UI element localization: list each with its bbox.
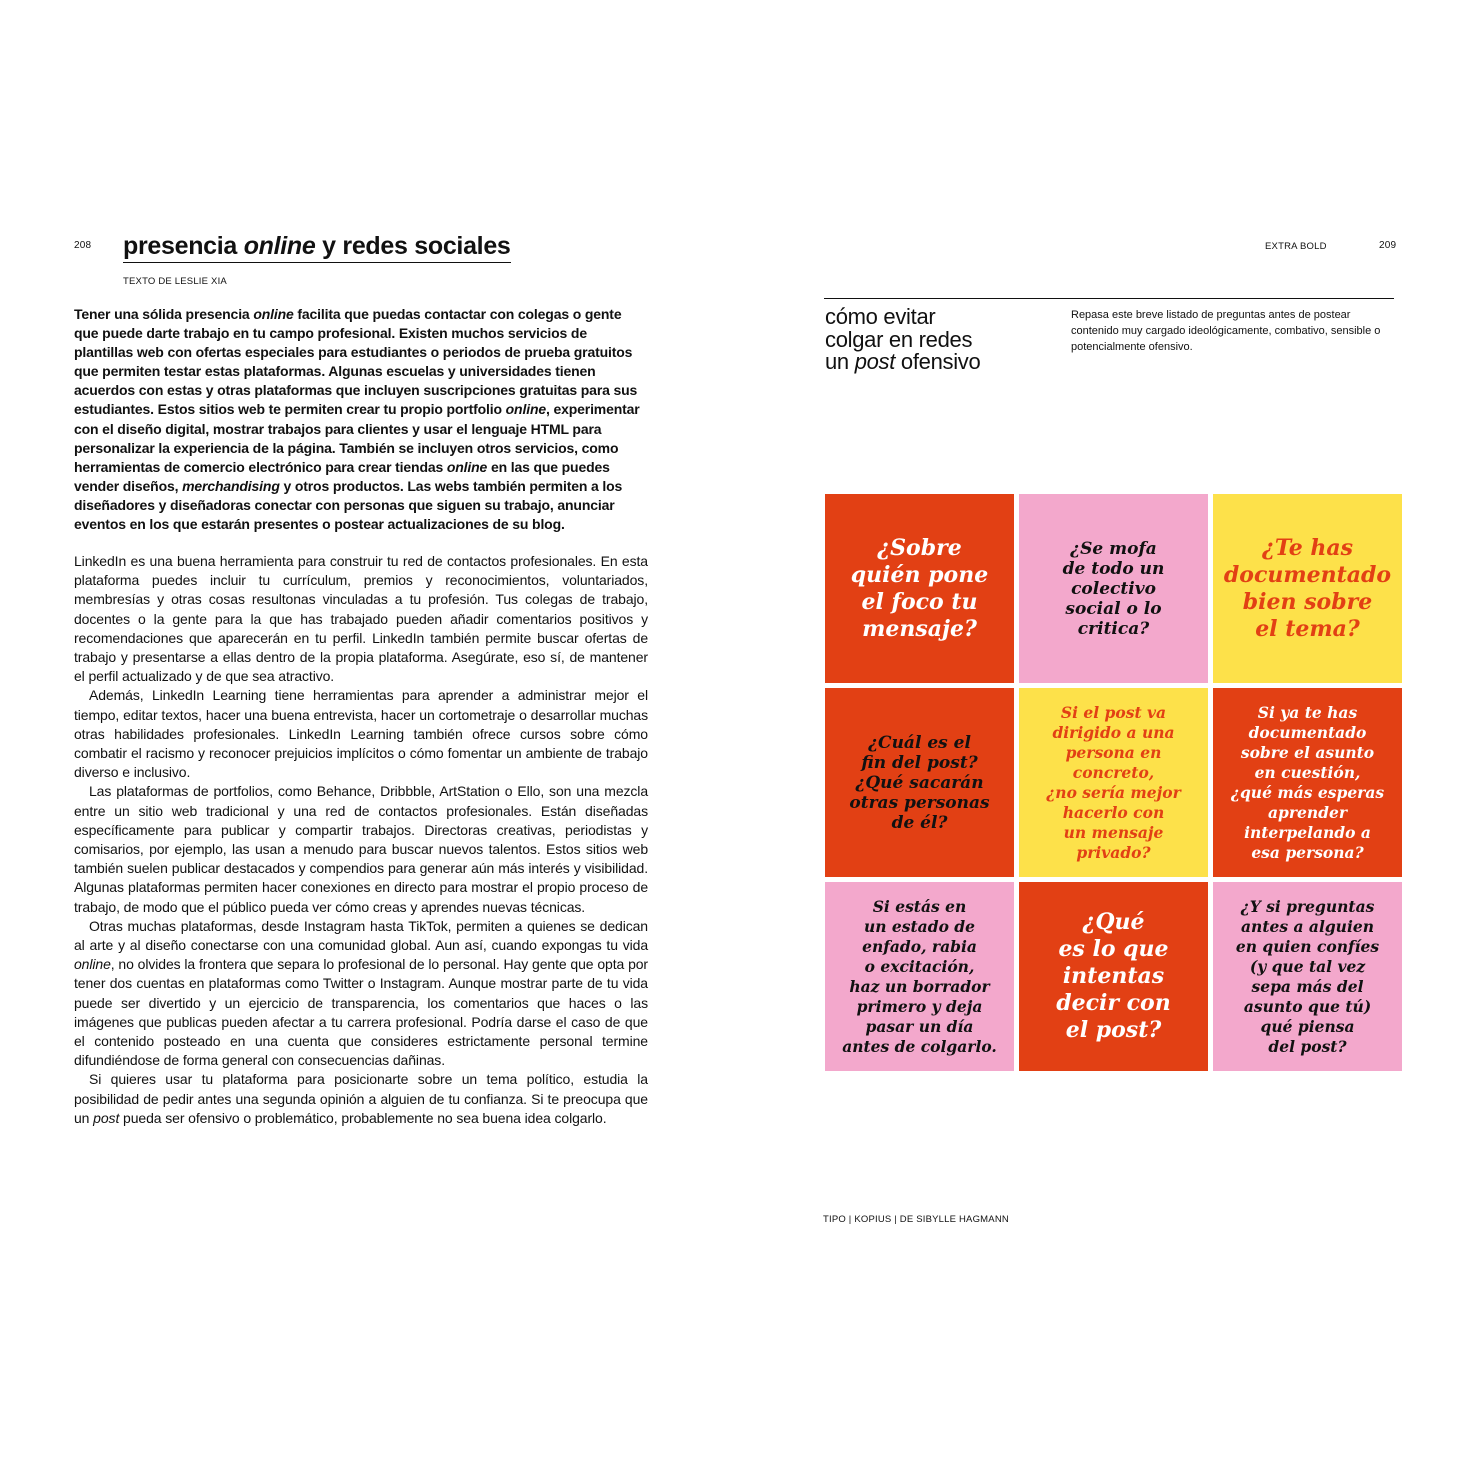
- question-line: Si ya te has: [1257, 702, 1358, 722]
- question-line: documentado: [1248, 722, 1367, 742]
- question-line: documentado: [1223, 561, 1392, 588]
- question-line: quién pone: [850, 561, 989, 588]
- question-line: ¿Qué sacarán: [855, 772, 984, 793]
- question-line: ¿Y si preguntas: [1240, 896, 1375, 916]
- question-text: [1056, 909, 1170, 1044]
- question-line: de él?: [891, 812, 948, 833]
- question-line: ¿Se mofa: [1070, 538, 1157, 559]
- question-line: privado?: [1076, 842, 1151, 862]
- question-line: del post?: [1268, 1036, 1347, 1056]
- question-line: el post?: [1065, 1017, 1162, 1043]
- page-number-right: 209: [1379, 240, 1397, 251]
- body-paragraph-1: LinkedIn es una buena herramienta para construir tu red de contactos profesionales. En esta plataforma puedes incluir tu currículum, premios y reconocimientos, voluntariados, membresías y otras cosas resultonas vinculadas a tu profesión. Tus colegas de trabajo, docentes o la gente para la que has trabajado pueden añadir comentarios positivos y recomendaciones que aparecerán en tu perfil. LinkedIn también permite buscar ofertas de trabajo y presentarse a ellas dentro de la propia plataforma. Asegúrate, eso sí, de mantener el perfil actualizado y de que sea atractivo.: [74, 553, 648, 685]
- question-line: critica?: [1077, 618, 1150, 639]
- question-line: concreto,: [1072, 762, 1155, 782]
- lead-paragraph: Tener una sólida presencia online facilita que puedas contactar con colegas o gente que puede darte trabajo en tu campo profesional. Existen muchos servicios de plantillas web con ofertas especiales para estudiantes o periodos de prueba gratuitos que permiten testar estas plataformas. Algunas escuelas y universidades tienen acuerdos con estas y otras plataformas que incluyen suscripciones gratuitas para sus estudiantes. Estos sitios web te permiten crear tu propio portfolio online, experimentar con el diseño digital, mostrar trabajos para clientes y usar el lenguaje HTML para personalizar la experiencia de la página. También se incluyen otros servicios, como herramientas de comercio electrónico para crear tiendas online en las que puedes vender diseños, merchandising y otros productos. Las webs también permiten a los diseñadores y diseñadoras conectar con personas que siguen su trabajo, anunciar eventos en los que estarán presentes o postear actualizaciones de su blog.: [74, 306, 640, 533]
- question-line: pasar un día: [865, 1016, 974, 1036]
- question-line: otras personas: [849, 792, 990, 813]
- question-text: [1046, 703, 1181, 863]
- question-line: dirigido a una: [1052, 722, 1175, 742]
- question-line: antes de colgarlo.: [842, 1036, 997, 1056]
- question-text: [1236, 897, 1379, 1057]
- question-line: ¿no sería mejor: [1046, 782, 1181, 802]
- question-line: (y que tal vez: [1249, 956, 1366, 976]
- question-line: ¿qué más esperas: [1230, 782, 1385, 802]
- question-line: ¿Te has: [1261, 534, 1353, 561]
- question-line: sepa más del: [1251, 976, 1364, 996]
- question-line: ¿Sobre: [877, 534, 962, 561]
- box-heading-line-2: colgar en redes: [825, 326, 973, 352]
- question-text: [1063, 539, 1165, 639]
- question-tile-1: [825, 494, 1014, 683]
- question-line: asunto que tú): [1243, 996, 1372, 1016]
- box-heading: [825, 306, 1055, 374]
- question-line: decir con: [1056, 990, 1171, 1016]
- question-line: un estado de: [864, 916, 975, 936]
- question-line: en quien confíes: [1235, 936, 1380, 956]
- question-line: fin del post?: [861, 752, 978, 773]
- emphasis: post: [854, 349, 896, 374]
- emphasis: online: [253, 306, 294, 322]
- question-line: antes a alguien: [1241, 916, 1374, 936]
- emphasis: online: [74, 956, 111, 973]
- section-label: EXTRA BOLD: [1265, 241, 1327, 252]
- title-emphasis: online: [243, 232, 316, 260]
- question-tile-4: [825, 688, 1014, 877]
- question-line: de todo un: [1062, 558, 1165, 579]
- question-line: primero y deja: [856, 996, 983, 1016]
- question-text: [1231, 703, 1384, 863]
- question-line: el foco tu: [861, 588, 978, 615]
- question-line: ¿Cuál es el: [868, 732, 971, 753]
- question-line: intentas: [1062, 963, 1165, 989]
- question-line: Si estás en: [872, 896, 967, 916]
- question-tile-3: [1213, 494, 1402, 683]
- emphasis: merchandising: [182, 477, 280, 494]
- question-line: en cuestión,: [1254, 762, 1361, 782]
- question-text: [1224, 535, 1391, 643]
- box-heading-line-3: un post ofensivo: [825, 349, 981, 374]
- question-line: un mensaje: [1063, 822, 1164, 842]
- title-part-1: presencia: [123, 232, 244, 260]
- question-line: mensaje?: [862, 615, 977, 642]
- question-line: qué piensa: [1260, 1016, 1355, 1036]
- question-tile-6: [1213, 688, 1402, 877]
- question-line: persona en: [1065, 742, 1162, 762]
- box-heading-line-1: cómo evitar: [825, 304, 936, 329]
- question-line: sobre el asunto: [1240, 742, 1375, 762]
- question-line: social o lo: [1065, 598, 1162, 619]
- question-text: [849, 733, 989, 833]
- question-line: hacerlo con: [1062, 802, 1165, 822]
- question-line: es lo que: [1058, 936, 1169, 962]
- question-tile-8: [1019, 882, 1208, 1071]
- question-grid: [825, 494, 1402, 1071]
- body-paragraph-5: Si quieres usar tu plataforma para posicionarte sobre un tema político, estudia la posibilidad de pedir antes una segunda opinión a alguien de tu confianza. Si te preocupa que un post pueda ser ofensivo o problemático, probablemente no sea buena idea colgarlo.: [74, 1071, 648, 1126]
- question-tile-5: [1019, 688, 1208, 877]
- question-tile-9: [1213, 882, 1402, 1071]
- question-line: ¿Qué: [1082, 909, 1145, 935]
- body-paragraph-4: Otras muchas plataformas, desde Instagram hasta TikTok, permiten a quienes se dedican al arte y al diseño conectarse con una comunidad global. Aun así, cuando expongas tu vida online, no olvides la frontera que separa lo profesional de lo personal. Hay gente que opta por tener dos cuentas en plataformas como Twitter o Instagram. Aunque mostrar parte de tu vida puede ser divertido y un ejercicio de transparencia, los comentarios que haces o las imágenes que publicas pueden afectar a tu carrera profesional. Podría darse el caso de que el contenido posteado en una cuenta que consideres estrictamente personal termine difundiéndose de forma general con consecuencias dañinas.: [74, 917, 648, 1069]
- question-line: el tema?: [1255, 615, 1360, 642]
- body-paragraph-2: Además, LinkedIn Learning tiene herramientas para aprender a administrar mejor el tiempo, editar textos, hacer una buena entrevista, hacer un cortometraje o desarrollar muchas otras habilidades profesionales. LinkedIn Learning también ofrece cursos sobre cómo combatir el racismo y reconocer prejuicios implícitos o cómo fomentar un ambiente de trabajo diverso e inclusivo.: [74, 687, 648, 781]
- byline: TEXTO DE LESLIE XIA: [123, 276, 227, 287]
- question-line: aprender: [1267, 802, 1348, 822]
- title-part-2: y redes sociales: [315, 232, 511, 260]
- question-text: [842, 897, 997, 1057]
- page-title: [123, 230, 511, 263]
- question-line: colectivo: [1071, 578, 1156, 599]
- question-line: enfado, rabia: [862, 936, 977, 956]
- question-text: [851, 535, 988, 643]
- question-line: haz un borrador: [849, 976, 990, 996]
- page-number-left: 208: [74, 240, 92, 251]
- emphasis: post: [93, 1109, 120, 1126]
- typeface-credit: TIPO | KOPIUS | DE SIBYLLE HAGMANN: [823, 1214, 1009, 1225]
- question-line: bien sobre: [1242, 588, 1373, 615]
- question-tile-7: [825, 882, 1014, 1071]
- box-intro: Repasa este breve listado de preguntas antes de postear contenido muy cargado ideológicamente, combativo, sensible o potencialmente ofensivo.: [1071, 309, 1381, 353]
- body-paragraph-3: Las plataformas de portfolios, como Behance, Dribbble, ArtStation o Ello, son una mezcla entre un sitio web tradicional y una red de contactos profesionales. Están diseñadas específicamente para publicar y compartir trabajos. Directoras creativas, periodistas y comisarios, por ejemplo, las usan a menudo para buscar nuevos talentos. Estos sitios web también suelen publicar destacados y compendios para generar aún más interés y visibilidad. Algunas plataformas permiten hacer conexiones en directo para mostrar el propio proceso de trabajo, de modo que el público pueda ver cómo creas y aprendes nuevas técnicas.: [74, 783, 648, 915]
- emphasis: online: [505, 401, 546, 418]
- question-line: o excitación,: [864, 956, 975, 976]
- emphasis: online: [446, 458, 488, 475]
- question-line: Si el post va: [1060, 702, 1167, 722]
- question-line: interpelando a: [1244, 822, 1371, 842]
- body-text: [74, 552, 648, 1128]
- question-line: esa persona?: [1251, 842, 1364, 862]
- question-tile-2: [1019, 494, 1208, 683]
- box-top-rule: [824, 298, 1394, 299]
